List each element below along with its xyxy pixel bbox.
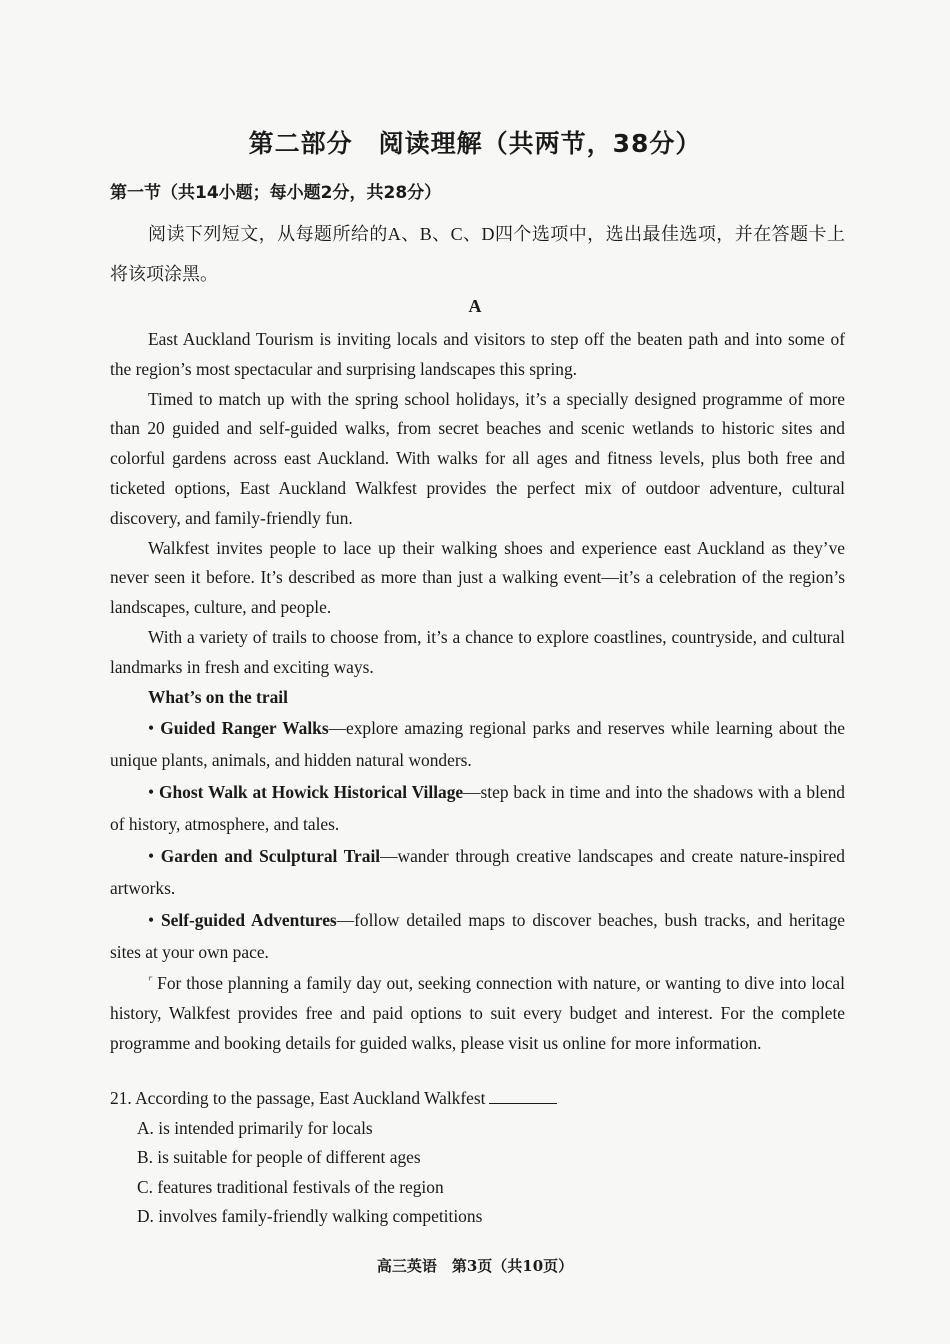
- trail-item-text: —wander through creative landscapes and create nature-inspired artworks.: [110, 846, 845, 899]
- paragraph: Timed to match up with the spring school holidays, it’s a specially designed programme of more than 20 guided and self-guided walks, from secret beaches and scenic wetlands to historic sites and colorful gardens across east Auckland. With walks for all ages and fitness levels, plus both free and ticketed options, East Auckland Walkfest provides the perfect mix of outdoor adventure, cultural discovery, and family-friendly fun.: [110, 388, 845, 528]
- trail-item-title: Garden and Sculptural Trail: [160, 846, 381, 867]
- option-b: B. is suitable for people of different ages: [137, 1147, 421, 1167]
- trail-item-title: Ghost Walk at Howick Historical Village: [158, 782, 464, 803]
- trail-item-title: Guided Ranger Walks: [160, 718, 329, 739]
- option-c: C. features traditional festivals of the region: [137, 1176, 444, 1197]
- question-21: [110, 1084, 845, 1232]
- trail-item: • Ghost Walk at Howick Historical Village—step back in time and into the shadows with a blend of history, atmosphere, and tales.: [110, 782, 846, 835]
- paragraph: With a variety of trails to choose from, it’s a chance to explore coastlines, countryside, and cultural landmarks in fresh and exciting ways.: [110, 626, 845, 677]
- trail-item-title: Self-guided Adventures: [161, 910, 337, 931]
- question-stem-text: 21. According to the passage, East Auckland Walkfest: [110, 1088, 486, 1108]
- trail-item: • Self-guided Adventures—follow detailed maps to discover beaches, bush tracks, and heritage sites at your own pace.: [110, 910, 846, 963]
- corner-mark-icon: ⌜: [148, 976, 154, 989]
- paragraph: East Auckland Tourism is inviting locals and visitors to step off the beaten path and into some of the region’s most spectacular and surprising landscapes this spring.: [110, 329, 845, 379]
- option-a: A. is intended primarily for locals: [137, 1117, 373, 1138]
- trail-item-text: —follow detailed maps to discover beaches, bush tracks, and heritage sites at your own pace.: [110, 910, 846, 963]
- page-footer: 高三英语 第3页（共10页）: [376, 1257, 574, 1275]
- trail-item-text: —step back in time and into the shadows with a blend of history, atmosphere, and tales.: [110, 782, 846, 835]
- question-stem: [110, 1084, 845, 1114]
- instructions: 阅读下列短文，从每题所给的A、B、C、D四个选项中，选出最佳选项，并在答题卡上将该项涂黑。: [110, 224, 845, 284]
- passage-body: [110, 325, 845, 1059]
- trail-item: • Guided Ranger Walks—explore amazing regional parks and reserves while learning about the unique plants, animals, and hidden natural wonders.: [110, 718, 845, 771]
- closing-paragraph: [110, 968, 845, 1058]
- paragraph: Walkfest invites people to lace up their walking shoes and experience east Auckland as they’ve never seen it before. It’s described as more than just a walking event—it’s a celebration of the region’s landscapes, culture, and people.: [110, 537, 845, 618]
- part-title: 第二部分 阅读理解（共两节，38分）: [248, 129, 702, 158]
- trail-item-text: —explore amazing regional parks and reserves while learning about the unique plants, animals, and hidden natural wonders.: [110, 718, 845, 771]
- option-d: D. involves family-friendly walking competitions: [137, 1206, 483, 1226]
- passage-label: A: [468, 296, 482, 316]
- closing-paragraph-text: For those planning a family day out, seeking connection with nature, or wanting to dive into local history, Walkfest provides free and paid options to suit every budget and interest. For the complete programme and booking details for guided walks, please visit us online for more information.: [110, 973, 845, 1053]
- trail-heading: What’s on the trail: [148, 686, 288, 707]
- trail-item: • Garden and Sculptural Trail—wander through creative landscapes and create nature-inspired artworks.: [110, 846, 845, 899]
- section-heading: 第一节（共14小题；每小题2分，共28分）: [110, 183, 442, 203]
- answer-blank: [489, 1102, 557, 1104]
